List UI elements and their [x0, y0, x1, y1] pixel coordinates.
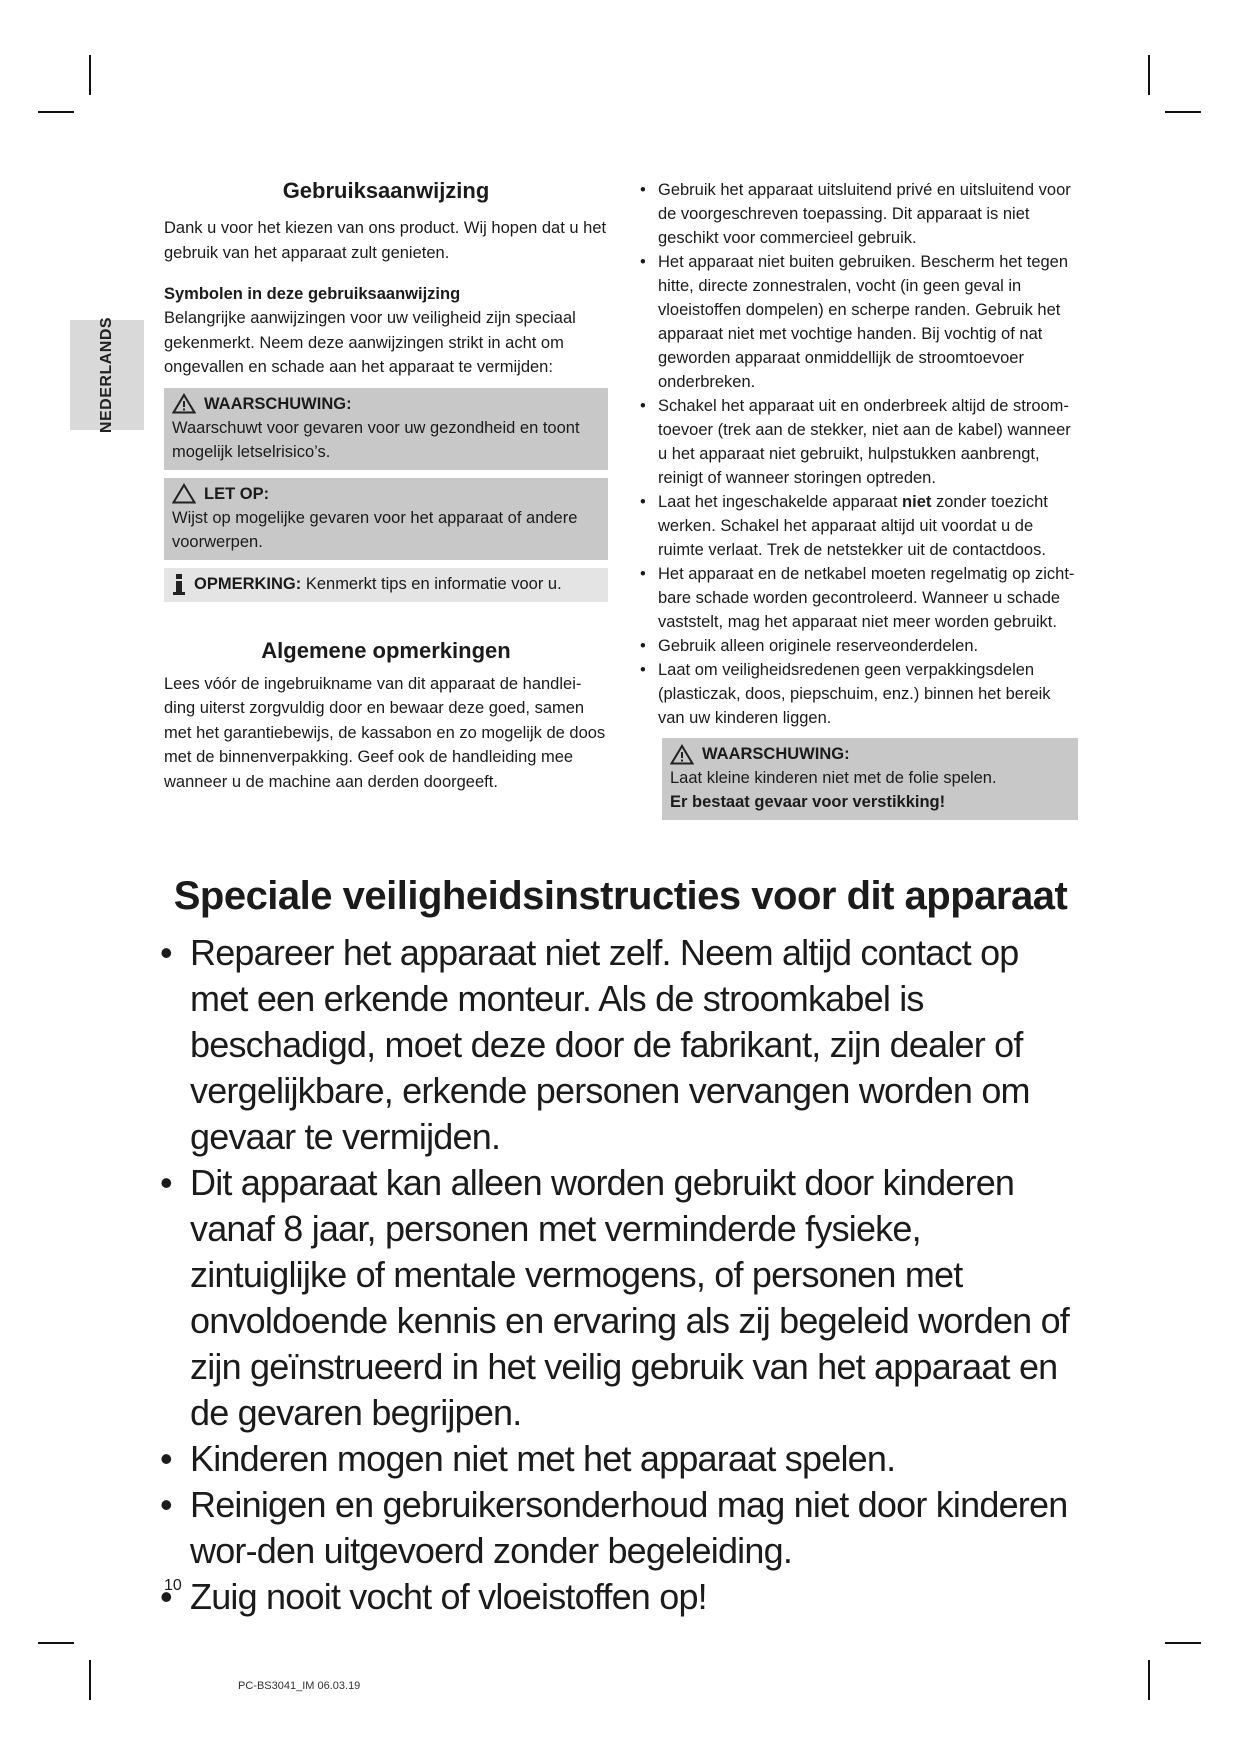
list-item: • Dit apparaat kan alleen worden gebruikt door kinderen vanaf 8 jaar, personen met verminderde fysieke, zintuiglijke of mentale vermogens, of personen met onvoldoende kennis en ervaring als zij begeleid worden of zijn geïnstrueerd in het veilig gebruik van het apparaat en de gevaren begrijpen. [160, 1160, 1080, 1436]
list-item: • Laat het ingeschakelde apparaat niet zonder toezicht werken. Schakel het apparaat altijd uit voordat u de ruimte verlaat. Trek de netstekker uit de contactdoos. [636, 490, 1078, 562]
list-item: • Laat om veiligheidsredenen geen verpakkingsdelen (plasticzak, doos, piepschuim, enz.) binnen het bereik van uw kinderen liggen. [636, 658, 1078, 730]
page-number: 10 [164, 1577, 182, 1594]
warning-box [164, 388, 608, 470]
manual-title: Gebruiksaanwijzing [282, 178, 490, 203]
list-item: • Gebruik alleen originele reserveonderdelen. [636, 634, 1078, 658]
list-item: • Zuig nooit vocht of vloeistoffen op! [160, 1574, 1080, 1620]
note-title: OPMERKING: [194, 574, 302, 593]
language-tab [70, 316, 144, 434]
crop-mark [1148, 55, 1150, 95]
warning-text: Waarschuwt voor gevaren voor uw gezondheid en toont mogelijk letselrisico’s. [172, 418, 580, 461]
language-tab-label: NEDERLANDS [98, 316, 115, 434]
warning-triangle-icon [670, 744, 694, 765]
list-item: • Het apparaat niet buiten gebruiken. Bescherm het tegen hitte, directe zonnestralen, vocht (in geen geval in vloeistoffen dompelen) en scherpe randen. Gebruik het apparaat niet met vochtige handen. Bij vochtig of nat geworden apparaat onmiddellijk de stroomtoevoer onderbreken. [636, 250, 1078, 394]
note-box [164, 568, 608, 602]
right-column [636, 178, 1078, 820]
warning-bold-text: Er bestaat gevaar voor verstikking! [670, 793, 946, 811]
intro-text: Dank u voor het kiezen van ons product. Wij hopen dat u het gebruik van het apparaat zult genieten. [164, 219, 607, 262]
list-item: • Schakel het apparaat uit en onderbreek altijd de stroom-toevoer (trek aan de stekker, niet aan de kabel) wanneer u het apparaat niet gebruikt, hulpstukken aanbrengt, reinigt of wanneer storingen optreden. [636, 394, 1078, 490]
list-item: • Het apparaat en de netkabel moeten regelmatig op zicht-bare schade worden gecontroleerd. Wanneer u schade vaststelt, mag het apparaat niet meer worden gebruikt. [636, 562, 1078, 634]
list-item: • Gebruik het apparaat uitsluitend privé en uitsluitend voor de voorgeschreven toepassing. Dit apparaat is niet geschikt voor commercieel gebruik. [636, 178, 1078, 250]
crop-mark [89, 55, 91, 95]
special-safety-list [160, 930, 1080, 1620]
crop-mark [89, 1660, 91, 1700]
crop-mark [1165, 111, 1201, 113]
caution-triangle-icon [172, 483, 196, 504]
list-item: • Reinigen en gebruikersonderhoud mag niet door kinderen wor-den uitgevoerd zonder begeleiding. [160, 1482, 1080, 1574]
symbols-text: Belangrijke aanwijzingen voor uw veiligheid zijn speciaal gekenmerkt. Neem deze aanwijzingen strikt in acht om ongevallen en schade aan het apparaat te vermijden: [164, 309, 576, 376]
warning-text: Laat kleine kinderen niet met de folie spelen. [670, 769, 997, 787]
crop-mark [38, 1642, 74, 1644]
crop-mark [1165, 1642, 1201, 1644]
warning-triangle-icon [172, 393, 196, 414]
list-item: • Kinderen mogen niet met het apparaat spelen. [160, 1436, 1080, 1482]
safety-list [636, 178, 1078, 730]
document-code: PC-BS3041_IM 06.03.19 [238, 1680, 361, 1692]
special-safety-title: Speciale veiligheidsinstructies voor dit apparaat [173, 874, 1068, 918]
caution-box [164, 478, 608, 560]
caution-title: LET OP: [204, 484, 270, 503]
warning-box [662, 738, 1078, 820]
crop-mark [1148, 1660, 1150, 1700]
list-item: • Repareer het apparaat niet zelf. Neem altijd contact op met een erkende monteur. Als de stroomkabel is beschadigd, moet deze door de fabrikant, zijn dealer of vergelijkbare, erkende personen vervangen worden om gevaar te vermijden. [160, 930, 1080, 1160]
warning-title: WAARSCHUWING: [702, 745, 850, 763]
note-text: Kenmerkt tips en informatie voor u. [301, 574, 562, 593]
warning-title: WAARSCHUWING: [204, 394, 352, 413]
general-heading: Algemene opmerkingen [261, 637, 511, 663]
left-column [164, 178, 608, 794]
info-icon [172, 573, 186, 595]
caution-text: Wijst op mogelijke gevaren voor het apparaat of andere voorwerpen. [172, 508, 578, 551]
crop-mark [38, 111, 74, 113]
general-text: Lees vóór de ingebruikname van dit apparaat de handlei-ding uiterst zorgvuldig door en bewaar deze goed, samen met het garantiebewijs, de kassabon en zo mogelijk de doos met de binnenverpakking. Geef ook de handleiding mee wanneer u de machine aan derden doorgeeft. [164, 674, 606, 791]
symbols-heading: Symbolen in deze gebruiksaanwijzing [164, 285, 461, 303]
